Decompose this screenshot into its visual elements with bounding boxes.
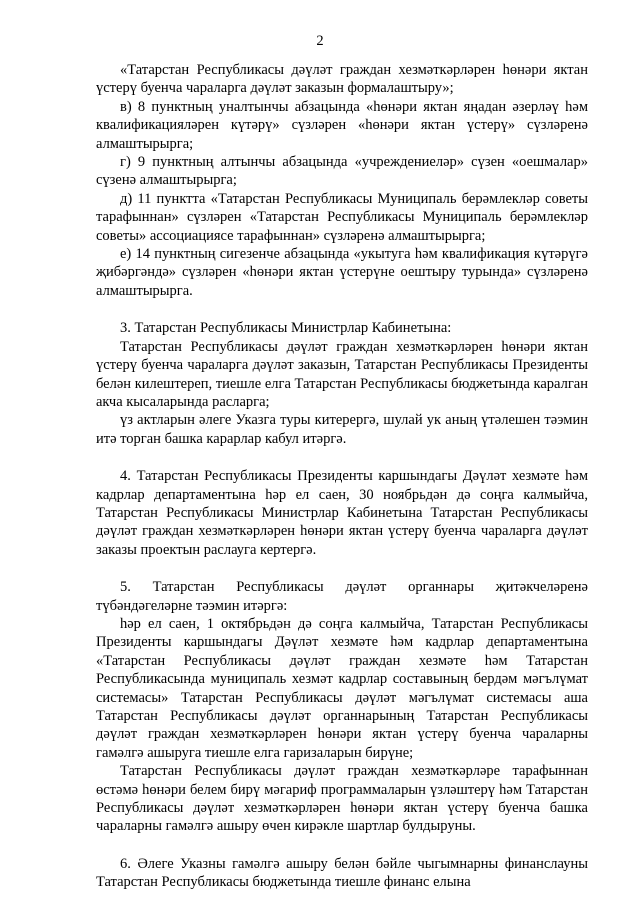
paragraph-item-e: е) 14 пунктның сигезенче абзацында «укытуга һәм квалификация күтәрүгә җибәргәндә» сүзләрен «һөнәри яктан үстерүне оештыру турында» сүзләренә алмаштырырга. (96, 246, 588, 299)
page-number: 2 (316, 33, 324, 49)
paragraph-item-g: г) 9 пунктның алтынчы абзацында «учреждениеләр» сүзен «оешмалар» сүзенә алмаштырырга; (96, 154, 588, 189)
section-spacer (96, 559, 588, 578)
paragraph-section-3-heading: 3. Татарстан Республикасы Министрлар Кабинетына: (120, 320, 452, 337)
section-spacer (96, 448, 588, 467)
document-body (96, 61, 588, 892)
paragraph-item-d: д) 11 пунктта «Татарстан Республикасы Муниципаль берәмлекләр советы тарафыннан» сүзләрен «Татарстан Республикасы Муниципаль берәмлекләр советы» ассоциациясе тарафыннан» сүзләренә алмаштырырга; (96, 190, 588, 244)
paragraph-section-3-acts: үз актларын әлеге Указга туры китерергә, шулай ук аның үтәлешен тәэмин итә торган башка карарлар кабул итәргә. (96, 412, 588, 447)
paragraph-section-6: 6. Әлеге Указны гамәлгә ашыру белән бәйле чыгымнарны финанслауны Татарстан Республикасы бюджетында тиешле финанс елына (96, 855, 588, 891)
paragraph-section-3-approve: Татарстан Республикасы дәүләт граждан хезмәткәрләрен һөнәри яктан үстерү буенча чараларга дәүләт заказын, Татарстан Республикасы Президенты белән килештереп, тиешле елга Татарстан Республикасы бюджетында каралган акча кысаларында расларга; (96, 338, 588, 410)
section-spacer (96, 300, 588, 319)
section-spacer (96, 836, 588, 855)
paragraph-section-5-conditions: Татарстан Республикасы дәүләт граждан хезмәткәрләре тарафыннан өстәмә һөнәри белем бирү мәгариф программаларын үзләштерү һәм Татарстан Республикасы дәүләт хезмәткәрләрен һөнәри яктан үстерү буенча башка чараларны гамәлгә ашыру өчен кирәкле шартлар булдыруны. (96, 763, 588, 835)
paragraph-item-v: в) 8 пунктның уналтынчы абзацында «һөнәри яктан яңадан әзерләү һәм квалификацияләрен күтәрү» сүзләрен «һөнәри яктан үстерү» сүзләренә алмаштырырга; (96, 98, 588, 152)
paragraph-section-4: 4. Татарстан Республикасы Президенты каршындагы Дәүләт хезмәте һәм кадрлар департаментына һәр ел саен, 30 ноябрьдән дә соңга калмыйча, Татарстан Республикасы Министрлар Кабинетына Татарстан Республикасы дәүләт граждан хезмәткәрләрен һөнәри яктан үстерү буенча чараларга дәүләт заказы проектын раслауга кертергә. (96, 468, 588, 558)
paragraph-section-5-heading: 5. Татарстан Республикасы дәүләт органнары җитәкчеләренә түбәндәгеләрне тәэмин итәргә: (96, 579, 588, 614)
paragraph-section-5-applications: һәр ел саен, 1 октябрьдән дә соңга калмыйча, Татарстан Республикасы Президенты каршындагы Дәүләт хезмәте һәм кадрлар департаментына «Татарстан Республикасы дәүләт граждан хезмәте һәм Татарстан Республикасында муниципаль хезмәт кадрлар составының бердәм мәгълүмат системасы» Татарстан Республикасы дәүләт мәгълүмат системасы аша Татарстан Республикасы дәүләт органнарының Татарстан Республикасы дәүләт граждан хезмәткәрләрен һөнәри яктан үстерү буенча чараларны гамәлгә ашыруга тиешле елга гаризаларын бирүне; (96, 615, 588, 761)
paragraph-formation-title: «Татарстан Республикасы дәүләт граждан хезмәткәрләрен һөнәри яктан үстерү буенча чараларга дәүләт заказын формалаштыру»; (96, 62, 588, 97)
